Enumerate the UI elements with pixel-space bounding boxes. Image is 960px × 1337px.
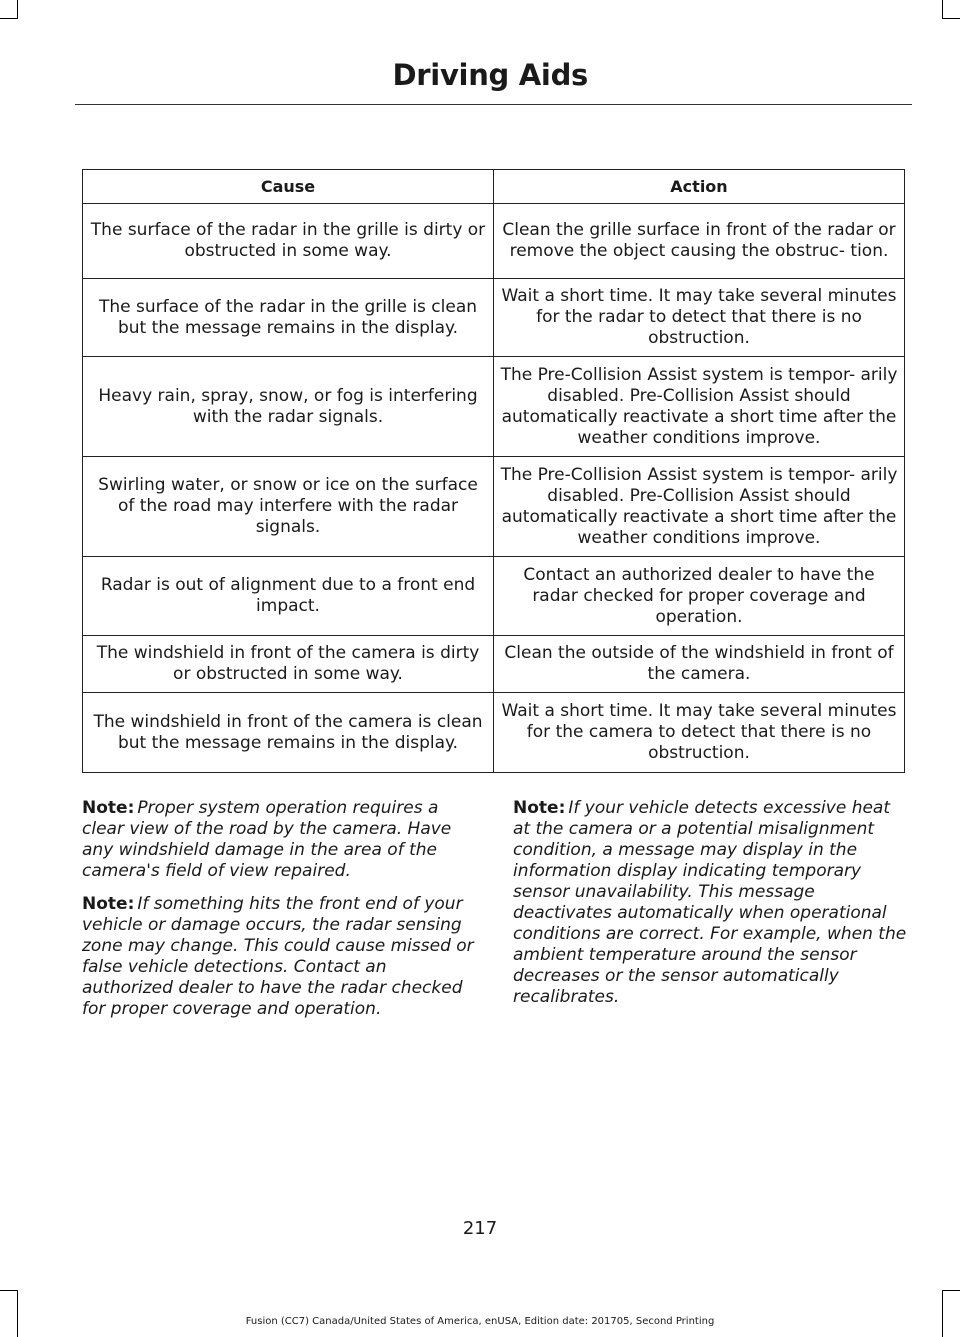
page-number: 217 <box>462 1218 498 1239</box>
table-row <box>83 457 905 557</box>
table-row <box>83 357 905 457</box>
column-header-cause: Cause <box>83 170 494 204</box>
cause-cell: Heavy rain, spray, snow, or fog is interfering with the radar signals. <box>83 357 494 457</box>
note-label: Note: <box>513 798 566 818</box>
cause-cell: The windshield in front of the camera is dirty or obstructed in some way. <box>83 636 494 693</box>
notes-right-column <box>513 798 907 1020</box>
cause-cell: Swirling water, or snow or ice on the surface of the road may interfere with the radar signals. <box>83 457 494 557</box>
crop-mark <box>942 1290 960 1291</box>
note-label: Note: <box>82 798 135 818</box>
table-row <box>83 279 905 357</box>
note-text: Proper system operation requires a clear view of the road by the camera. Have any windshield damage in the area of the camera's field of view repaired. <box>82 798 452 881</box>
table-row <box>83 204 905 279</box>
crop-mark <box>0 1290 18 1291</box>
column-header-action: Action <box>494 170 905 204</box>
action-cell: Wait a short time. It may take several minutes for the radar to detect that there is no obstruction. <box>494 279 905 357</box>
notes-left-column <box>82 798 480 1032</box>
action-cell: The Pre-Collision Assist system is tempor- arily disabled. Pre-Collision Assist should automatically reactivate a short time after the weather conditions improve. <box>494 357 905 457</box>
table-row <box>83 693 905 773</box>
crop-mark <box>17 0 18 18</box>
note-paragraph <box>82 894 480 1020</box>
cause-cell: The windshield in front of the camera is clean but the message remains in the display. <box>83 693 494 773</box>
action-cell: Clean the grille surface in front of the radar or remove the object causing the obstruc- tion. <box>494 204 905 279</box>
header-divider <box>75 104 912 105</box>
cause-action-table <box>82 169 905 773</box>
note-paragraph <box>513 798 907 1008</box>
cause-cell: The surface of the radar in the grille is dirty or obstructed in some way. <box>83 204 494 279</box>
cause-cell: Radar is out of alignment due to a front end impact. <box>83 557 494 636</box>
crop-mark <box>17 1290 18 1337</box>
table-row <box>83 636 905 693</box>
page-title: Driving Aids <box>392 58 588 92</box>
note-text: If your vehicle detects excessive heat at the camera or a potential misalignment condition, a message may display in the information display indicating temporary sensor unavailability. This message deactivates automatically when operational conditions are correct. For example, when the ambient temperature around the sensor decreases or the sensor automatically recalibrates. <box>513 798 907 1007</box>
table-header-row <box>83 170 905 204</box>
action-cell: The Pre-Collision Assist system is tempor- arily disabled. Pre-Collision Assist should automatically reactivate a short time after the weather conditions improve. <box>494 457 905 557</box>
crop-mark <box>942 18 960 19</box>
crop-mark <box>942 1290 943 1337</box>
crop-mark <box>942 0 943 18</box>
note-label: Note: <box>82 894 135 914</box>
action-cell: Wait a short time. It may take several minutes for the camera to detect that there is no obstruction. <box>494 693 905 773</box>
crop-mark <box>0 18 18 19</box>
action-cell: Contact an authorized dealer to have the radar checked for proper coverage and operation. <box>494 557 905 636</box>
footer-edition-info: Fusion (CC7) Canada/United States of America, enUSA, Edition date: 201705, Second Printing <box>245 1316 715 1327</box>
cause-cell: The surface of the radar in the grille is clean but the message remains in the display. <box>83 279 494 357</box>
note-paragraph <box>82 798 480 882</box>
note-text: If something hits the front end of your vehicle or damage occurs, the radar sensing zone may change. This could cause missed or false vehicle detections. Contact an authorized dealer to have the radar checked for proper coverage and operation. <box>82 894 474 1019</box>
table-row <box>83 557 905 636</box>
action-cell: Clean the outside of the windshield in front of the camera. <box>494 636 905 693</box>
